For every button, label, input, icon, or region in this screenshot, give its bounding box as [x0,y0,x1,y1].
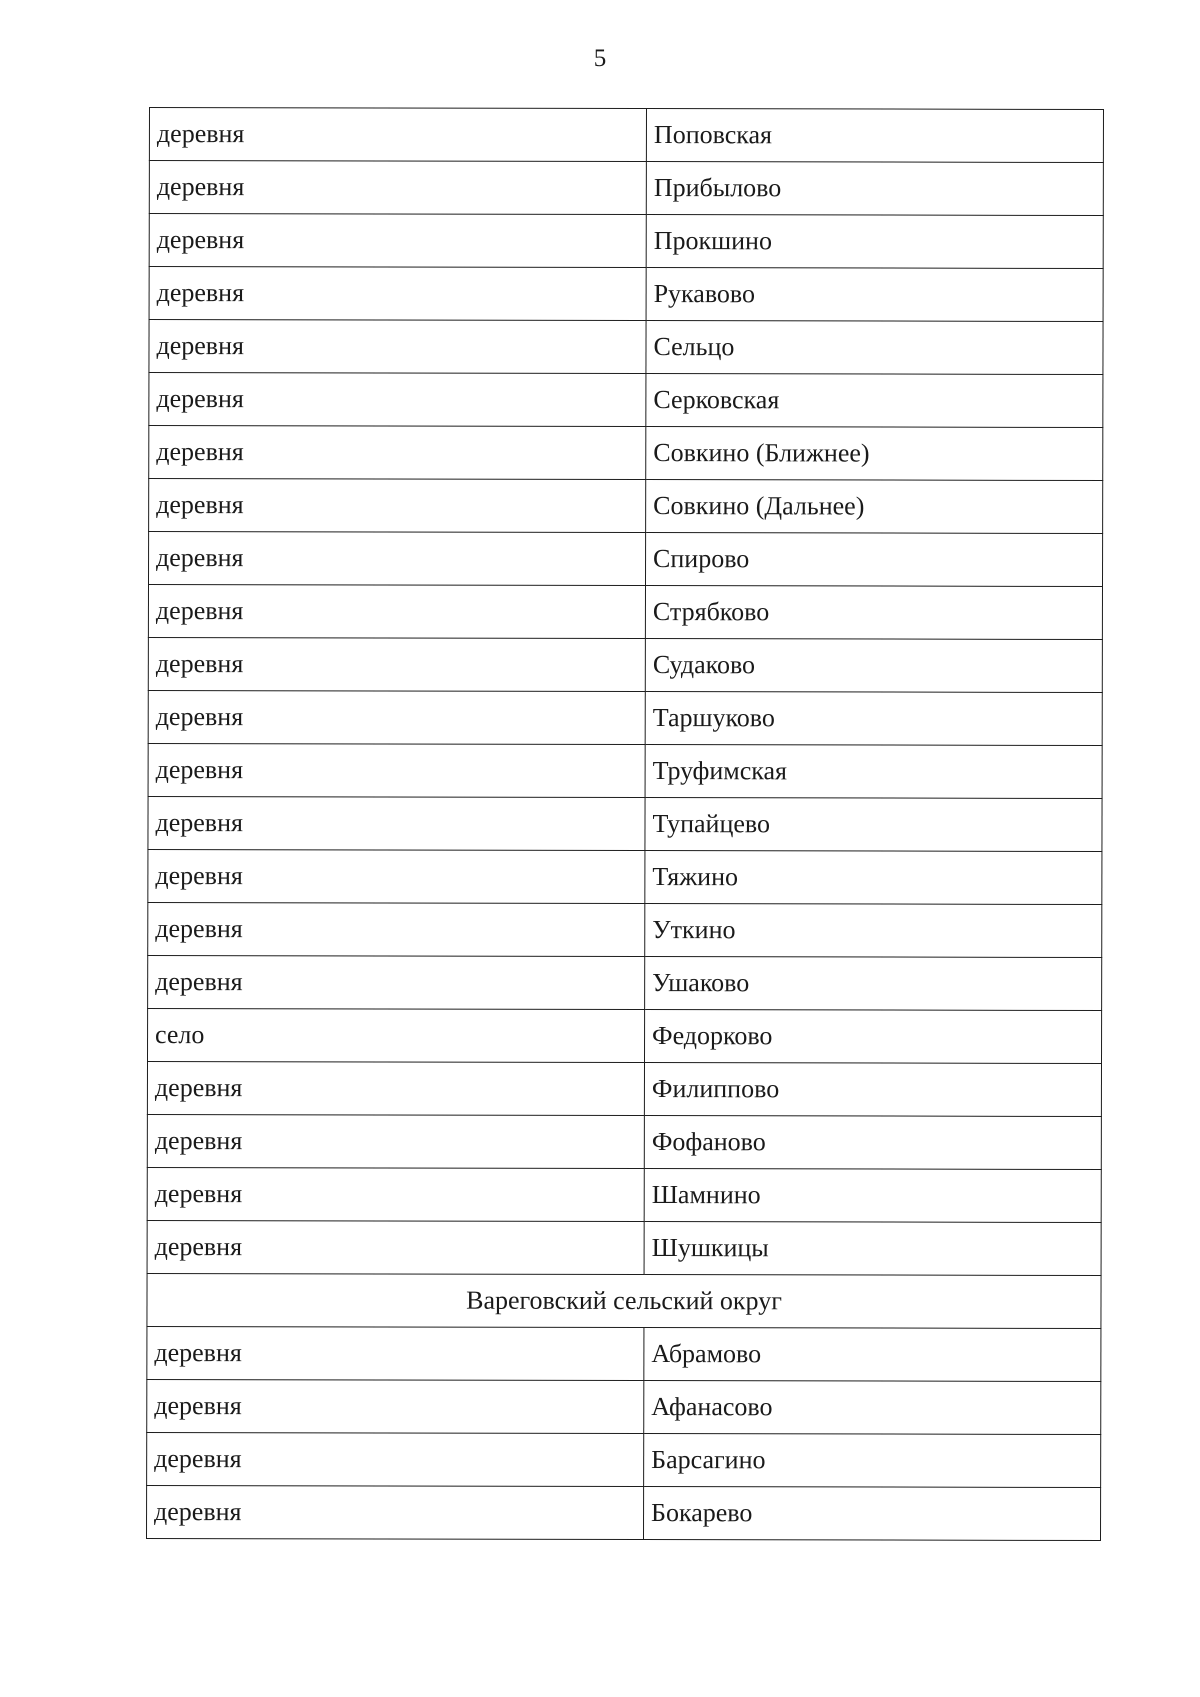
settlement-type-cell: деревня [147,1061,644,1115]
settlements-table-body [147,108,1104,1541]
settlement-type-cell: деревня [148,849,645,903]
settlement-type-cell: деревня [149,426,646,480]
settlement-name-cell: Серковская [646,374,1103,428]
page-number: 5 [593,45,607,72]
table-row [148,849,1102,904]
settlement-name-cell: Барсагино [644,1434,1101,1488]
settlement-name-cell: Уткино [645,904,1102,958]
settlement-name-cell: Прибылово [646,162,1103,216]
table-row [149,426,1103,481]
settlement-type-cell: деревня [147,1326,644,1380]
settlement-type-cell: деревня [148,532,645,586]
settlement-name-cell: Филиппово [644,1063,1101,1117]
settlement-type-cell: деревня [148,637,645,691]
settlement-type-cell: деревня [149,479,646,533]
settlement-name-cell: Тяжино [645,851,1102,905]
settlement-name-cell: Судаково [645,639,1102,693]
table-row [147,1220,1101,1275]
settlement-type-cell: деревня [148,743,645,797]
settlement-type-cell: деревня [149,267,646,321]
settlement-type-cell: деревня [149,373,646,427]
table-row [147,1061,1101,1116]
table-row [148,743,1102,798]
settlement-name-cell: Фофаново [644,1116,1101,1170]
settlement-type-cell: деревня [148,796,645,850]
settlement-type-cell: деревня [147,1379,644,1433]
settlement-name-cell: Рукавово [646,268,1103,322]
table-row [149,373,1103,428]
settlement-type-cell: деревня [149,214,646,268]
table-row [147,1432,1101,1487]
table-row [148,532,1102,587]
table-row [149,320,1103,375]
settlement-type-cell: деревня [147,1167,644,1221]
settlement-name-cell: Абрамово [644,1328,1101,1382]
settlement-name-cell: Ушаково [645,957,1102,1011]
settlement-type-cell: село [148,1008,645,1062]
table-row [148,1008,1102,1063]
table-row [147,1485,1101,1540]
settlement-name-cell: Совкино (Дальнее) [646,480,1103,534]
settlement-type-cell: деревня [147,1114,644,1168]
settlement-name-cell: Труфимская [645,745,1102,799]
settlement-name-cell: Афанасово [644,1381,1101,1435]
settlement-name-cell: Шушкицы [644,1222,1101,1276]
settlement-type-cell: деревня [149,108,646,162]
settlement-name-cell: Шамнино [644,1169,1101,1223]
settlement-type-cell: деревня [147,1220,644,1274]
table-row [147,1326,1101,1381]
table-row [147,1167,1101,1222]
table-row [147,1379,1101,1434]
settlement-name-cell: Спирово [645,533,1102,587]
settlement-name-cell: Сельцо [646,321,1103,375]
settlement-name-cell: Стрябково [645,586,1102,640]
section-row [147,1273,1101,1328]
table-row [147,1114,1101,1169]
settlement-name-cell: Таршуково [645,692,1102,746]
table-row [148,902,1102,957]
settlement-name-cell: Поповская [646,109,1103,163]
settlement-type-cell: деревня [149,161,646,215]
table-row [148,796,1102,851]
settlements-table-container [146,107,1104,1541]
settlement-type-cell: деревня [148,955,645,1009]
table-row [149,479,1103,534]
settlement-type-cell: деревня [148,902,645,956]
table-row [148,690,1102,745]
settlement-type-cell: деревня [149,320,646,374]
settlement-type-cell: деревня [147,1485,644,1539]
settlements-table [146,107,1104,1541]
table-row [149,161,1103,216]
table-row [149,214,1103,269]
settlement-type-cell: деревня [148,690,645,744]
settlement-name-cell: Тупайцево [645,798,1102,852]
settlement-type-cell: деревня [148,585,645,639]
table-row [148,585,1102,640]
section-heading: Вареговский сельский округ [147,1273,1101,1328]
settlement-name-cell: Бокарево [644,1487,1101,1541]
table-row [149,267,1103,322]
table-row [149,108,1103,163]
table-row [148,637,1102,692]
settlement-name-cell: Федорково [644,1010,1101,1064]
settlement-name-cell: Прокшино [646,215,1103,269]
table-row [148,955,1102,1010]
settlement-type-cell: деревня [147,1432,644,1486]
settlement-name-cell: Совкино (Ближнее) [646,427,1103,481]
